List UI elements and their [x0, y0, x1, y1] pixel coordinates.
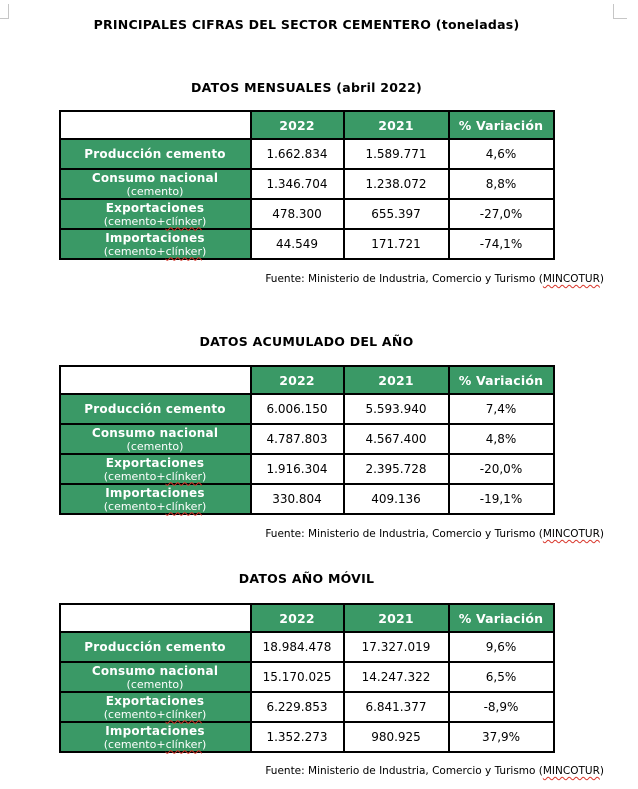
- table-row-exportaciones: [60, 199, 554, 229]
- value-2022: 6.006.150: [251, 394, 344, 424]
- value-variation: -19,1%: [449, 484, 554, 514]
- row-label: Exportaciones: [105, 693, 205, 708]
- row-sublabel: (cemento+clínker): [103, 707, 207, 721]
- monthly-data-table: [59, 110, 555, 260]
- value-2022: 478.300: [251, 199, 344, 229]
- value-2022: 4.787.803: [251, 424, 344, 454]
- value-2022: 18.984.478: [251, 632, 344, 662]
- value-2021: 980.925: [344, 722, 449, 752]
- value-2021: 4.567.400: [344, 424, 449, 454]
- row-sublabel: (cemento): [126, 184, 184, 198]
- header-row: [60, 366, 554, 394]
- row-label: Producción cemento: [84, 640, 226, 654]
- value-2022: 6.229.853: [251, 692, 344, 722]
- value-variation: 4,8%: [449, 424, 554, 454]
- value-variation: 8,8%: [449, 169, 554, 199]
- table-row-consumo: [60, 424, 554, 454]
- value-variation: -20,0%: [449, 454, 554, 484]
- row-sublabel: (cemento): [126, 677, 184, 691]
- value-2021: 2.395.728: [344, 454, 449, 484]
- row-sublabel: (cemento+clínker): [103, 499, 207, 513]
- col-header-variation: % Variación: [449, 366, 554, 394]
- row-label: Exportaciones: [105, 455, 205, 470]
- value-variation: 7,4%: [449, 394, 554, 424]
- accumulated-table-wrapper: [9, 365, 604, 515]
- value-2021: 1.238.072: [344, 169, 449, 199]
- value-2021: 171.721: [344, 229, 449, 259]
- row-label: Producción cemento: [84, 402, 226, 416]
- text-boundary-corner-top-left: [0, 4, 9, 19]
- row-sublabel: (cemento+clínker): [103, 469, 207, 483]
- table-row-exportaciones: [60, 454, 554, 484]
- row-label: Consumo nacional: [91, 663, 219, 678]
- value-2022: 15.170.025: [251, 662, 344, 692]
- row-header-produccion: [60, 632, 251, 662]
- col-header-variation: % Variación: [449, 604, 554, 632]
- table-row-produccion: [60, 632, 554, 662]
- row-label: Producción cemento: [84, 147, 226, 161]
- rolling-year-data-table: [59, 603, 555, 753]
- blank-corner-cell: [60, 111, 251, 139]
- table-row-consumo: [60, 169, 554, 199]
- row-header-importaciones: [60, 484, 251, 514]
- row-label: Importaciones: [105, 230, 205, 245]
- value-2022: 1.352.273: [251, 722, 344, 752]
- row-label: Importaciones: [105, 485, 205, 500]
- table-row-importaciones: [60, 722, 554, 752]
- value-variation: -27,0%: [449, 199, 554, 229]
- row-header-consumo: [60, 662, 251, 692]
- source-note: Fuente: Ministerio de Industria, Comercio y Turismo (MINCOTUR): [265, 273, 604, 285]
- row-label: Importaciones: [105, 723, 205, 738]
- row-header-consumo: [60, 424, 251, 454]
- table-row-produccion: [60, 139, 554, 169]
- row-sublabel: (cemento): [126, 439, 184, 453]
- value-variation: 9,6%: [449, 632, 554, 662]
- row-sublabel: (cemento+clínker): [103, 214, 207, 228]
- value-2021: 5.593.940: [344, 394, 449, 424]
- value-2022: 1.916.304: [251, 454, 344, 484]
- value-variation: -8,9%: [449, 692, 554, 722]
- row-header-exportaciones: [60, 692, 251, 722]
- row-sublabel: (cemento+clínker): [103, 737, 207, 751]
- col-header-2022: 2022: [251, 604, 344, 632]
- row-sublabel: (cemento+clínker): [103, 244, 207, 258]
- row-label: Consumo nacional: [91, 170, 219, 185]
- row-header-produccion: [60, 394, 251, 424]
- value-variation: 6,5%: [449, 662, 554, 692]
- table-row-consumo: [60, 662, 554, 692]
- value-variation: 37,9%: [449, 722, 554, 752]
- col-header-2021: 2021: [344, 366, 449, 394]
- col-header-2021: 2021: [344, 111, 449, 139]
- page-title: PRINCIPALES CIFRAS DEL SECTOR CEMENTERO (toneladas): [93, 17, 520, 32]
- value-2021: 6.841.377: [344, 692, 449, 722]
- spellcheck-word: MINCOTUR: [542, 528, 600, 540]
- col-header-2021: 2021: [344, 604, 449, 632]
- table-row-importaciones: [60, 229, 554, 259]
- value-2022: 1.346.704: [251, 169, 344, 199]
- row-header-exportaciones: [60, 199, 251, 229]
- row-header-produccion: [60, 139, 251, 169]
- value-2022: 44.549: [251, 229, 344, 259]
- value-variation: -74,1%: [449, 229, 554, 259]
- spellcheck-word: MINCOTUR: [542, 273, 600, 285]
- section-title-rolling-year: DATOS AÑO MÓVIL: [238, 571, 375, 586]
- col-header-2022: 2022: [251, 366, 344, 394]
- section-title-accumulated: DATOS ACUMULADO DEL AÑO: [199, 334, 414, 349]
- value-2021: 1.589.771: [344, 139, 449, 169]
- section-title-monthly: DATOS MENSUALES (abril 2022): [190, 80, 422, 95]
- value-2021: 17.327.019: [344, 632, 449, 662]
- col-header-variation: % Variación: [449, 111, 554, 139]
- header-row: [60, 111, 554, 139]
- header-row: [60, 604, 554, 632]
- rolling-year-table-wrapper: [9, 603, 604, 753]
- table-row-exportaciones: [60, 692, 554, 722]
- blank-corner-cell: [60, 366, 251, 394]
- document-content: [9, 0, 604, 789]
- value-2022: 1.662.834: [251, 139, 344, 169]
- blank-corner-cell: [60, 604, 251, 632]
- value-2021: 409.136: [344, 484, 449, 514]
- accumulated-data-table: [59, 365, 555, 515]
- value-variation: 4,6%: [449, 139, 554, 169]
- row-header-exportaciones: [60, 454, 251, 484]
- source-note: Fuente: Ministerio de Industria, Comercio y Turismo (MINCOTUR): [265, 528, 604, 540]
- table-row-produccion: [60, 394, 554, 424]
- value-2021: 14.247.322: [344, 662, 449, 692]
- row-header-importaciones: [60, 229, 251, 259]
- col-header-2022: 2022: [251, 111, 344, 139]
- row-label: Consumo nacional: [91, 425, 219, 440]
- spellcheck-word: MINCOTUR: [542, 765, 600, 777]
- row-header-consumo: [60, 169, 251, 199]
- table-row-importaciones: [60, 484, 554, 514]
- source-note: Fuente: Ministerio de Industria, Comercio y Turismo (MINCOTUR): [265, 765, 604, 777]
- value-2021: 655.397: [344, 199, 449, 229]
- value-2022: 330.804: [251, 484, 344, 514]
- monthly-table-wrapper: [9, 110, 604, 260]
- text-boundary-corner-top-right: [613, 4, 627, 19]
- row-label: Exportaciones: [105, 200, 205, 215]
- row-header-importaciones: [60, 722, 251, 752]
